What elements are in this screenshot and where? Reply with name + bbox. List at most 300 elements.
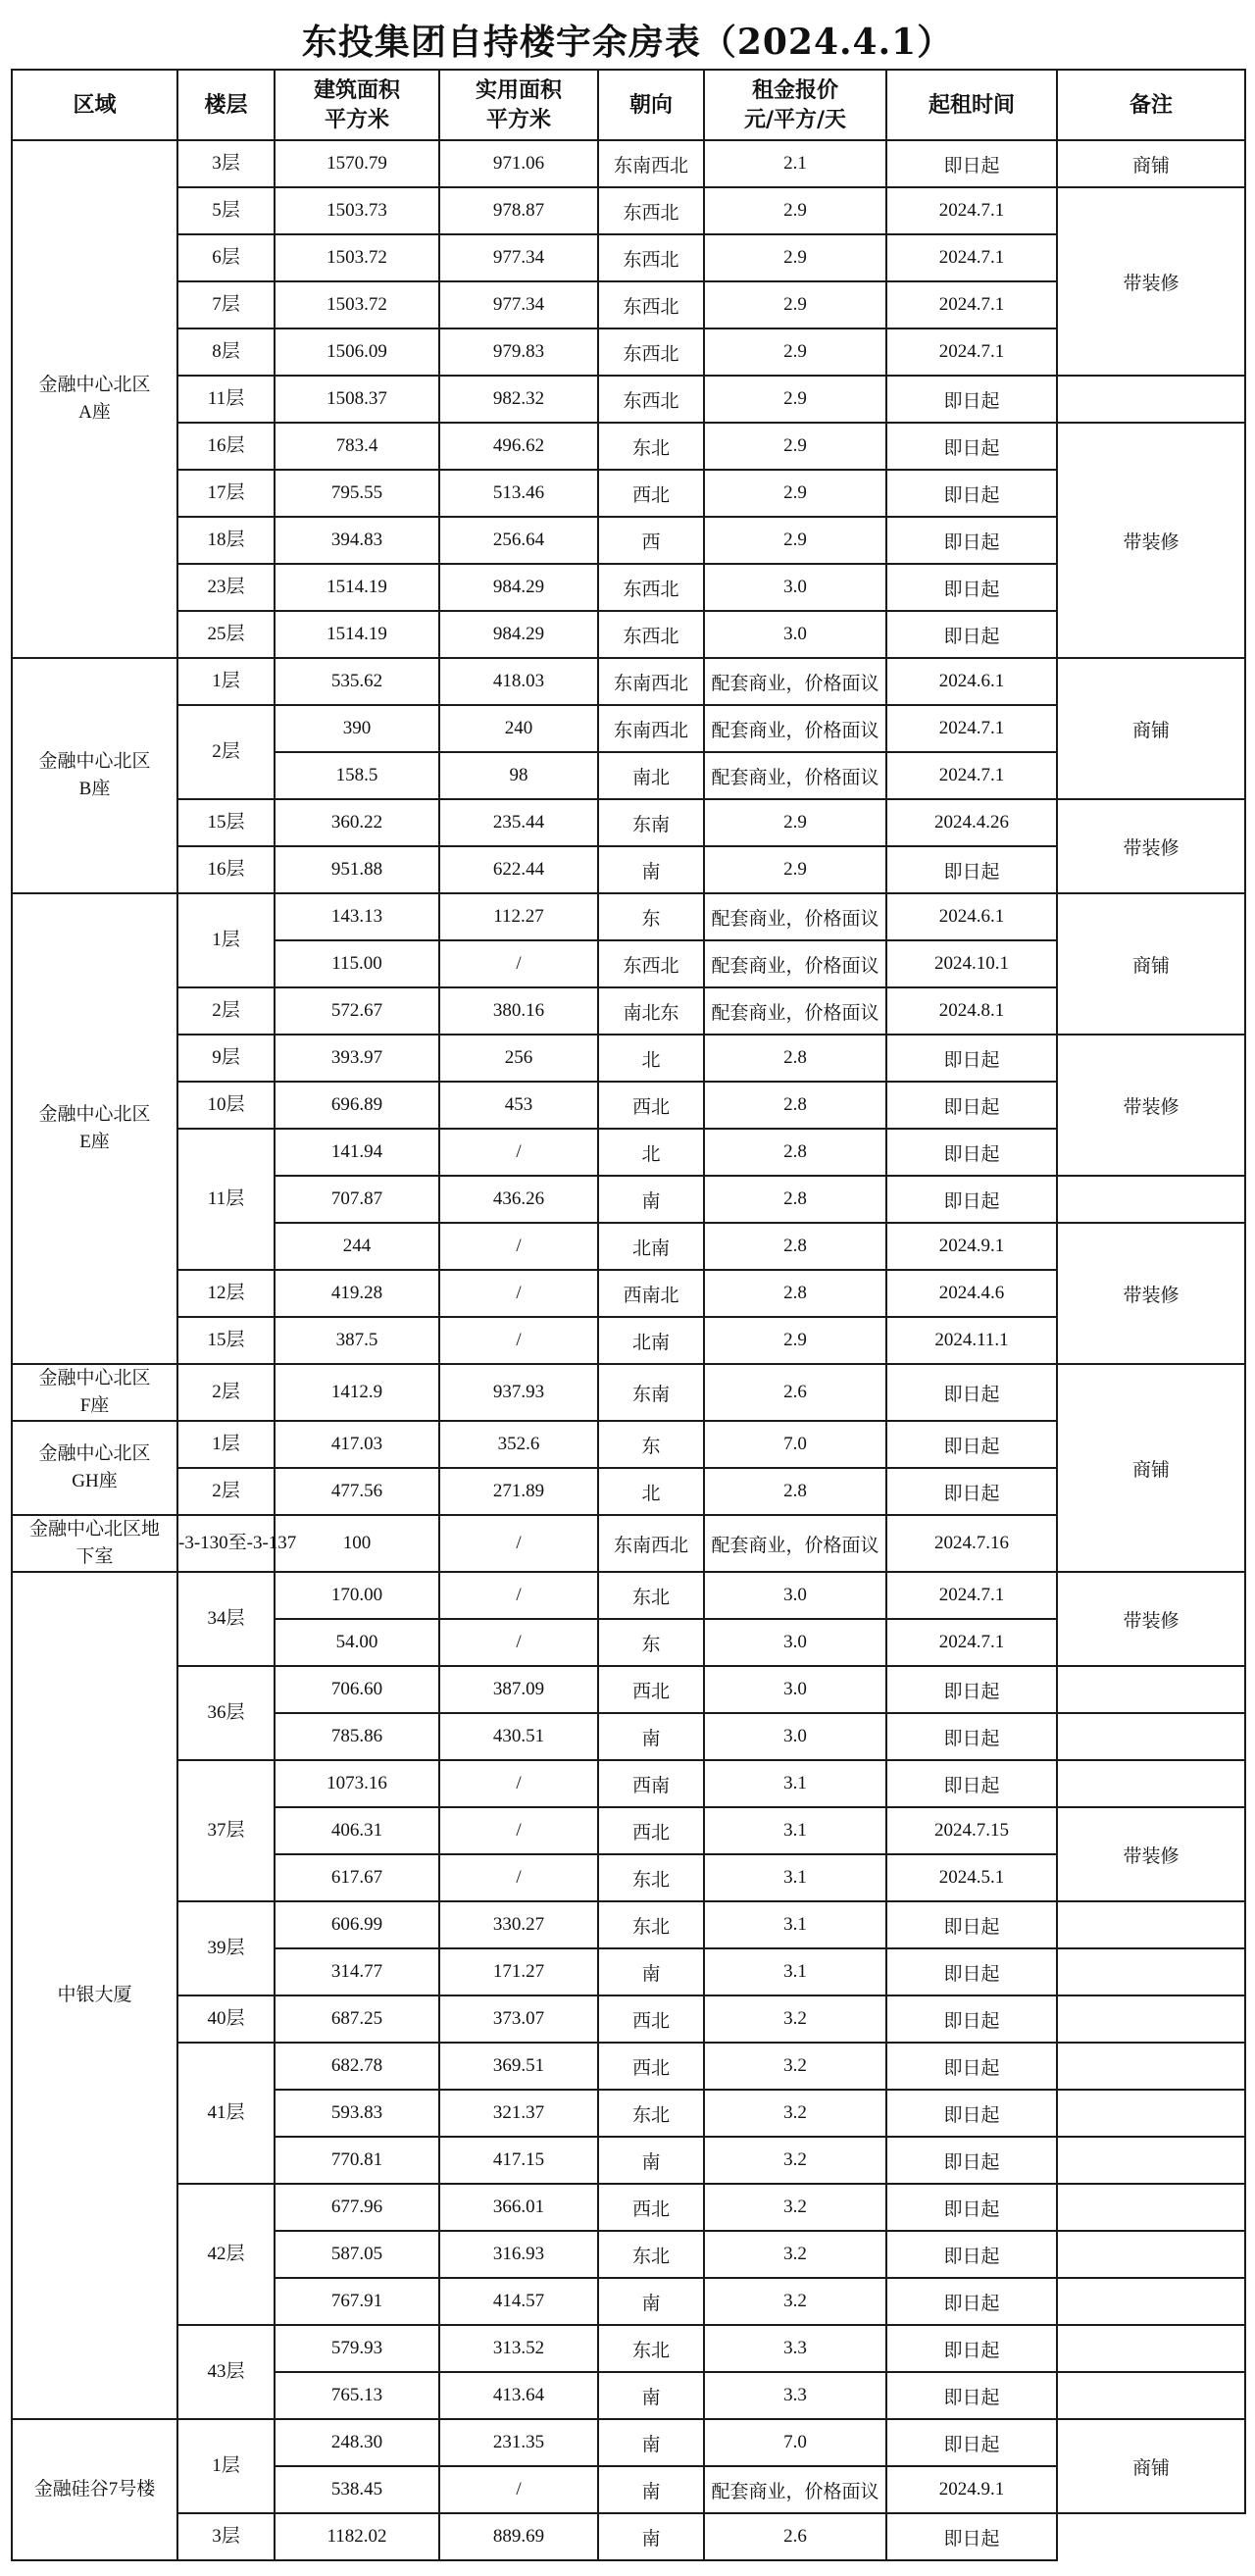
- start-date-cell: 即日起: [886, 564, 1057, 611]
- floor-cell: 42层: [177, 2184, 275, 2325]
- orientation-cell: 南: [598, 1948, 704, 1995]
- floor-cell: 16层: [177, 846, 275, 893]
- table-row: [12, 423, 1245, 470]
- note-cell: [1057, 376, 1245, 423]
- start-date-cell: 2024.7.1: [886, 234, 1057, 281]
- floor-cell: 40层: [177, 1995, 275, 2043]
- usable-area-cell: 984.29: [439, 611, 598, 658]
- gross-area-cell: 1570.79: [275, 140, 439, 187]
- note-cell: [1057, 2043, 1245, 2090]
- orientation-cell: 东西北: [598, 328, 704, 376]
- note-cell: 商铺: [1057, 1364, 1245, 1572]
- note-cell: 带装修: [1057, 423, 1245, 658]
- table-row: [12, 376, 1245, 423]
- usable-area-cell: 982.32: [439, 376, 598, 423]
- gross-area-cell: 677.96: [275, 2184, 439, 2231]
- start-date-cell: 即日起: [886, 2372, 1057, 2419]
- gross-area-cell: 394.83: [275, 517, 439, 564]
- table-row: [12, 658, 1245, 705]
- rent-cell: 2.9: [704, 517, 886, 564]
- gross-area-cell: 1506.09: [275, 328, 439, 376]
- usable-area-cell: 373.07: [439, 1995, 598, 2043]
- table-row: [12, 1666, 1245, 1713]
- note-cell: 商铺: [1057, 893, 1245, 1035]
- gross-area-cell: 696.89: [275, 1082, 439, 1129]
- gross-area-cell: 158.5: [275, 752, 439, 799]
- gross-area-cell: 248.30: [275, 2419, 439, 2466]
- usable-area-cell: 513.46: [439, 470, 598, 517]
- gross-area-cell: 1503.72: [275, 234, 439, 281]
- rent-cell: 2.8: [704, 1129, 886, 1176]
- orientation-cell: 东: [598, 893, 704, 940]
- header-usable-line2: 平方米: [485, 107, 551, 132]
- orientation-cell: 东西北: [598, 611, 704, 658]
- note-cell: [1057, 2090, 1245, 2137]
- floor-cell: 10层: [177, 1082, 275, 1129]
- floor-cell: -3-130至-3-137: [177, 1515, 275, 1572]
- header-row: [12, 70, 1245, 140]
- rent-cell: 3.1: [704, 1901, 886, 1948]
- header-gross-line2: 平方米: [324, 107, 389, 132]
- note-cell: [1057, 1995, 1245, 2043]
- orientation-cell: 西南: [598, 1760, 704, 1807]
- floor-cell: 2层: [177, 1468, 275, 1515]
- rent-cell: 配套商业，价格面议: [704, 658, 886, 705]
- rent-cell: 3.3: [704, 2372, 886, 2419]
- start-date-cell: 即日起: [886, 2278, 1057, 2325]
- orientation-cell: 南北东: [598, 987, 704, 1035]
- rent-cell: 2.8: [704, 1082, 886, 1129]
- orientation-cell: 东北: [598, 2090, 704, 2137]
- gross-area-cell: 587.05: [275, 2231, 439, 2278]
- usable-area-cell: 321.37: [439, 2090, 598, 2137]
- gross-area-cell: 1503.73: [275, 187, 439, 234]
- rent-cell: 2.6: [704, 2513, 886, 2560]
- note-cell: 带装修: [1057, 1807, 1245, 1901]
- start-date-cell: 2024.6.1: [886, 893, 1057, 940]
- orientation-cell: 北: [598, 1035, 704, 1082]
- usable-area-cell: 496.62: [439, 423, 598, 470]
- rent-cell: 配套商业，价格面议: [704, 940, 886, 987]
- start-date-cell: 即日起: [886, 517, 1057, 564]
- rent-cell: 3.2: [704, 2090, 886, 2137]
- start-date-cell: 即日起: [886, 1760, 1057, 1807]
- start-date-cell: 2024.7.16: [886, 1515, 1057, 1572]
- gross-area-cell: 535.62: [275, 658, 439, 705]
- usable-area-cell: 256.64: [439, 517, 598, 564]
- orientation-cell: 西北: [598, 1995, 704, 2043]
- region-cell: [12, 1421, 177, 1515]
- usable-area-cell: 979.83: [439, 328, 598, 376]
- usable-area-cell: 231.35: [439, 2419, 598, 2466]
- note-cell: [1057, 1948, 1245, 1995]
- orientation-cell: 南: [598, 2466, 704, 2513]
- region-cell: [12, 2419, 177, 2560]
- rent-cell: 3.2: [704, 2231, 886, 2278]
- usable-area-cell: 430.51: [439, 1713, 598, 1760]
- note-cell: 带装修: [1057, 1223, 1245, 1364]
- start-date-cell: 即日起: [886, 1468, 1057, 1515]
- note-cell: [1057, 1901, 1245, 1948]
- floor-cell: 2层: [177, 987, 275, 1035]
- orientation-cell: 东西北: [598, 564, 704, 611]
- gross-area-cell: 951.88: [275, 846, 439, 893]
- header-usable-line1: 实用面积: [475, 77, 562, 103]
- gross-area-cell: 706.60: [275, 1666, 439, 1713]
- table-row: [12, 1995, 1245, 2043]
- start-date-cell: 即日起: [886, 140, 1057, 187]
- usable-area-cell: 316.93: [439, 2231, 598, 2278]
- rent-cell: 2.8: [704, 1035, 886, 1082]
- region-name: 金融中心北区: [38, 751, 151, 772]
- region-cell: [12, 1515, 177, 1572]
- orientation-cell: 东北: [598, 1572, 704, 1619]
- orientation-cell: 东西北: [598, 376, 704, 423]
- rent-cell: 2.8: [704, 1176, 886, 1223]
- floor-cell: 6层: [177, 234, 275, 281]
- rent-cell: 3.0: [704, 564, 886, 611]
- gross-area-cell: 390: [275, 705, 439, 752]
- note-cell: 商铺: [1057, 2419, 1245, 2513]
- gross-area-cell: 1503.72: [275, 281, 439, 328]
- region-name: 金融硅谷7号楼: [33, 2479, 156, 2500]
- orientation-cell: 南: [598, 846, 704, 893]
- orientation-cell: 东北: [598, 2325, 704, 2372]
- orientation-cell: 西北: [598, 470, 704, 517]
- gross-area-cell: 244: [275, 1223, 439, 1270]
- orientation-cell: 南: [598, 2372, 704, 2419]
- gross-area-cell: 687.25: [275, 1995, 439, 2043]
- start-date-cell: 2024.4.6: [886, 1270, 1057, 1317]
- rent-cell: 2.1: [704, 140, 886, 187]
- rent-cell: 3.2: [704, 2184, 886, 2231]
- region-cell: [12, 658, 177, 893]
- floor-cell: 15层: [177, 1317, 275, 1364]
- usable-area-cell: 413.64: [439, 2372, 598, 2419]
- start-date-cell: 2024.10.1: [886, 940, 1057, 987]
- floor-cell: 36层: [177, 1666, 275, 1760]
- usable-area-cell: 271.89: [439, 1468, 598, 1515]
- usable-area-cell: 453: [439, 1082, 598, 1129]
- start-date-cell: 即日起: [886, 2513, 1057, 2560]
- note-cell: [1057, 2231, 1245, 2278]
- start-date-cell: 即日起: [886, 2043, 1057, 2090]
- start-date-cell: 即日起: [886, 423, 1057, 470]
- start-date-cell: 即日起: [886, 2325, 1057, 2372]
- note-cell: [1057, 1760, 1245, 1807]
- orientation-cell: 东南西北: [598, 705, 704, 752]
- orientation-cell: 南: [598, 2137, 704, 2184]
- gross-area-cell: 1182.02: [275, 2513, 439, 2560]
- start-date-cell: 即日起: [886, 2231, 1057, 2278]
- usable-area-cell: 622.44: [439, 846, 598, 893]
- start-date-cell: 即日起: [886, 1082, 1057, 1129]
- note-cell: 商铺: [1057, 658, 1245, 799]
- usable-area-cell: 937.93: [439, 1364, 598, 1421]
- header-gross-line1: 建筑面积: [313, 77, 400, 103]
- orientation-cell: 南: [598, 1176, 704, 1223]
- floor-cell: 41层: [177, 2043, 275, 2184]
- note-cell: [1057, 2137, 1245, 2184]
- region-name: 中银大厦: [57, 1985, 132, 2005]
- usable-area-cell: 436.26: [439, 1176, 598, 1223]
- gross-area-cell: 360.22: [275, 799, 439, 846]
- usable-area-cell: /: [439, 1515, 598, 1572]
- usable-area-cell: /: [439, 1854, 598, 1901]
- start-date-cell: 即日起: [886, 1176, 1057, 1223]
- floor-cell: 25层: [177, 611, 275, 658]
- rent-cell: 2.9: [704, 234, 886, 281]
- floor-cell: 37层: [177, 1760, 275, 1901]
- gross-area-cell: 1514.19: [275, 564, 439, 611]
- rent-cell: 2.9: [704, 846, 886, 893]
- usable-area-cell: /: [439, 2466, 598, 2513]
- rent-cell: 2.9: [704, 799, 886, 846]
- orientation-cell: 南北: [598, 752, 704, 799]
- orientation-cell: 南: [598, 2513, 704, 2560]
- usable-area-cell: 313.52: [439, 2325, 598, 2372]
- region-cell: [12, 140, 177, 658]
- floor-cell: 15层: [177, 799, 275, 846]
- orientation-cell: 东西北: [598, 234, 704, 281]
- gross-area-cell: 617.67: [275, 1854, 439, 1901]
- gross-area-cell: 143.13: [275, 893, 439, 940]
- header-note: 备注: [1057, 70, 1245, 140]
- usable-area-cell: /: [439, 1760, 598, 1807]
- usable-area-cell: 971.06: [439, 140, 598, 187]
- orientation-cell: 东西北: [598, 187, 704, 234]
- orientation-cell: 东南: [598, 1364, 704, 1421]
- start-date-cell: 即日起: [886, 1364, 1057, 1421]
- gross-area-cell: 406.31: [275, 1807, 439, 1854]
- floor-cell: 7层: [177, 281, 275, 328]
- floor-cell: 3层: [177, 2513, 275, 2560]
- table-row: [12, 2325, 1245, 2372]
- region-building: B座: [78, 779, 111, 799]
- floor-cell: 11层: [177, 1129, 275, 1270]
- usable-area-cell: 387.09: [439, 1666, 598, 1713]
- floor-cell: 43层: [177, 2325, 275, 2419]
- start-date-cell: 2024.4.26: [886, 799, 1057, 846]
- floor-cell: 1层: [177, 893, 275, 987]
- start-date-cell: 即日起: [886, 1948, 1057, 1995]
- start-date-cell: 即日起: [886, 1713, 1057, 1760]
- orientation-cell: 东: [598, 1619, 704, 1666]
- gross-area-cell: 593.83: [275, 2090, 439, 2137]
- start-date-cell: 2024.7.1: [886, 187, 1057, 234]
- orientation-cell: 北南: [598, 1223, 704, 1270]
- usable-area-cell: 380.16: [439, 987, 598, 1035]
- region-name: 金融中心北区: [38, 1443, 151, 1464]
- region-building: E座: [79, 1132, 110, 1152]
- start-date-cell: 即日起: [886, 1129, 1057, 1176]
- orientation-cell: 东北: [598, 1901, 704, 1948]
- page-title: 东投集团自持楼宇余房表（2024.4.1）: [301, 22, 954, 63]
- rent-cell: 2.9: [704, 423, 886, 470]
- rent-cell: 7.0: [704, 1421, 886, 1468]
- orientation-cell: 东北: [598, 2231, 704, 2278]
- orientation-cell: 北: [598, 1129, 704, 1176]
- floor-cell: 3层: [177, 140, 275, 187]
- rent-cell: 配套商业，价格面议: [704, 1515, 886, 1572]
- table-row: [12, 799, 1245, 846]
- table-row: [12, 2184, 1245, 2231]
- start-date-cell: 2024.7.1: [886, 1572, 1057, 1619]
- gross-area-cell: 1073.16: [275, 1760, 439, 1807]
- start-date-cell: 2024.6.1: [886, 658, 1057, 705]
- rent-cell: 配套商业，价格面议: [704, 893, 886, 940]
- floor-cell: 1层: [177, 658, 275, 705]
- orientation-cell: 东: [598, 1421, 704, 1468]
- usable-area-cell: 414.57: [439, 2278, 598, 2325]
- region-name: 金融中心北区: [38, 1368, 151, 1389]
- orientation-cell: 北南: [598, 1317, 704, 1364]
- gross-area-cell: 785.86: [275, 1713, 439, 1760]
- orientation-cell: 西北: [598, 1807, 704, 1854]
- gross-area-cell: 419.28: [275, 1270, 439, 1317]
- start-date-cell: 即日起: [886, 1995, 1057, 2043]
- rent-cell: 配套商业，价格面议: [704, 2466, 886, 2513]
- rent-cell: 2.9: [704, 187, 886, 234]
- rent-cell: 3.1: [704, 1760, 886, 1807]
- table-row: [12, 1035, 1245, 1082]
- gross-area-cell: 572.67: [275, 987, 439, 1035]
- rent-cell: 2.8: [704, 1270, 886, 1317]
- gross-area-cell: 100: [275, 1515, 439, 1572]
- floor-cell: 5层: [177, 187, 275, 234]
- orientation-cell: 西南北: [598, 1270, 704, 1317]
- gross-area-cell: 387.5: [275, 1317, 439, 1364]
- start-date-cell: 即日起: [886, 1666, 1057, 1713]
- usable-area-cell: /: [439, 1619, 598, 1666]
- gross-area-cell: 579.93: [275, 2325, 439, 2372]
- orientation-cell: 西北: [598, 1082, 704, 1129]
- usable-area-cell: 889.69: [439, 2513, 598, 2560]
- header-gross-area: [275, 70, 439, 140]
- region-cell: [12, 1364, 177, 1421]
- start-date-cell: 即日起: [886, 2419, 1057, 2466]
- rent-cell: 3.0: [704, 1666, 886, 1713]
- orientation-cell: 东北: [598, 423, 704, 470]
- orientation-cell: 东南西北: [598, 658, 704, 705]
- start-date-cell: 即日起: [886, 2137, 1057, 2184]
- gross-area-cell: 1412.9: [275, 1364, 439, 1421]
- usable-area-cell: /: [439, 1129, 598, 1176]
- rent-cell: 2.9: [704, 281, 886, 328]
- usable-area-cell: /: [439, 1572, 598, 1619]
- start-date-cell: 2024.7.1: [886, 281, 1057, 328]
- usable-area-cell: 418.03: [439, 658, 598, 705]
- gross-area-cell: 707.87: [275, 1176, 439, 1223]
- usable-area-cell: /: [439, 1807, 598, 1854]
- floor-cell: 1层: [177, 1421, 275, 1468]
- rent-cell: 3.2: [704, 2043, 886, 2090]
- usable-area-cell: 240: [439, 705, 598, 752]
- floor-cell: 2层: [177, 705, 275, 799]
- gross-area-cell: 767.91: [275, 2278, 439, 2325]
- gross-area-cell: 170.00: [275, 1572, 439, 1619]
- note-cell: 带装修: [1057, 187, 1245, 376]
- region-building: GH座: [72, 1471, 118, 1491]
- start-date-cell: 即日起: [886, 376, 1057, 423]
- start-date-cell: 2024.7.1: [886, 752, 1057, 799]
- orientation-cell: 东北: [598, 1854, 704, 1901]
- start-date-cell: 2024.7.1: [886, 705, 1057, 752]
- vacancy-table: [11, 69, 1246, 2561]
- header-usable-area: [439, 70, 598, 140]
- header-rent: [704, 70, 886, 140]
- usable-area-cell: /: [439, 1317, 598, 1364]
- table-row: [12, 1364, 1245, 1421]
- region-building: F座: [79, 1395, 110, 1416]
- floor-cell: 9层: [177, 1035, 275, 1082]
- gross-area-cell: 314.77: [275, 1948, 439, 1995]
- usable-area-cell: 977.34: [439, 234, 598, 281]
- gross-area-cell: 770.81: [275, 2137, 439, 2184]
- floor-cell: 12层: [177, 1270, 275, 1317]
- note-cell: [1057, 2325, 1245, 2372]
- floor-cell: 18层: [177, 517, 275, 564]
- usable-area-cell: 235.44: [439, 799, 598, 846]
- region-building: 下室: [75, 1546, 114, 1567]
- floor-cell: 17层: [177, 470, 275, 517]
- region-building: A座: [78, 402, 111, 423]
- region-name: 金融中心北区: [38, 1104, 151, 1125]
- rent-cell: 3.2: [704, 2278, 886, 2325]
- usable-area-cell: 984.29: [439, 564, 598, 611]
- usable-area-cell: 256: [439, 1035, 598, 1082]
- rent-cell: 2.9: [704, 470, 886, 517]
- gross-area-cell: 477.56: [275, 1468, 439, 1515]
- note-cell: [1057, 2184, 1245, 2231]
- rent-cell: 2.9: [704, 1317, 886, 1364]
- gross-area-cell: 538.45: [275, 2466, 439, 2513]
- start-date-cell: 即日起: [886, 1421, 1057, 1468]
- orientation-cell: 西北: [598, 2043, 704, 2090]
- orientation-cell: 南: [598, 2419, 704, 2466]
- table-row: [12, 187, 1245, 234]
- orientation-cell: 南: [598, 1713, 704, 1760]
- rent-cell: 配套商业，价格面议: [704, 987, 886, 1035]
- orientation-cell: 东南西北: [598, 1515, 704, 1572]
- note-cell: [1057, 1713, 1245, 1760]
- orientation-cell: 东西北: [598, 940, 704, 987]
- rent-cell: 3.1: [704, 1807, 886, 1854]
- note-cell: 带装修: [1057, 799, 1245, 893]
- note-cell: 带装修: [1057, 1035, 1245, 1176]
- start-date-cell: 2024.7.1: [886, 328, 1057, 376]
- note-cell: [1057, 1666, 1245, 1713]
- rent-cell: 2.9: [704, 328, 886, 376]
- rent-cell: 配套商业，价格面议: [704, 752, 886, 799]
- header-start-date: 起租时间: [886, 70, 1057, 140]
- start-date-cell: 2024.7.1: [886, 1619, 1057, 1666]
- table-row: [12, 2513, 1245, 2560]
- region-name: 金融中心北区地: [28, 1519, 160, 1540]
- usable-area-cell: 352.6: [439, 1421, 598, 1468]
- floor-cell: 1层: [177, 2419, 275, 2513]
- rent-cell: 3.2: [704, 1995, 886, 2043]
- start-date-cell: 2024.11.1: [886, 1317, 1057, 1364]
- gross-area-cell: 393.97: [275, 1035, 439, 1082]
- usable-area-cell: 978.87: [439, 187, 598, 234]
- table-row: [12, 140, 1245, 187]
- gross-area-cell: 417.03: [275, 1421, 439, 1468]
- orientation-cell: 西: [598, 517, 704, 564]
- floor-cell: 11层: [177, 376, 275, 423]
- start-date-cell: 即日起: [886, 2184, 1057, 2231]
- start-date-cell: 2024.5.1: [886, 1854, 1057, 1901]
